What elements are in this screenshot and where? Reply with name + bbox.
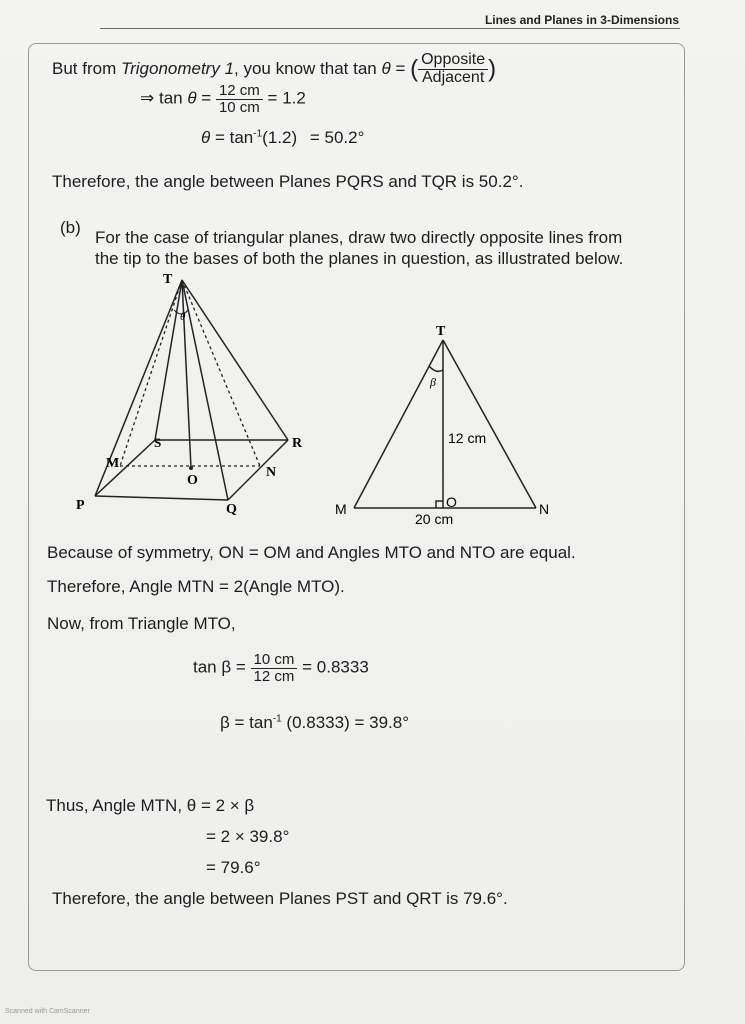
pyramid-diagram (70, 268, 330, 523)
angle-mtn-step: Thus, Angle MTN, θ = 2 × β (46, 796, 255, 815)
final-value-step: = 79.6° (206, 858, 261, 877)
beta-inverse-sup: -1 (272, 713, 282, 725)
label-beta: β (430, 375, 436, 389)
beta-arctan: β = tan (220, 713, 273, 732)
tan-beta-step (193, 652, 369, 685)
tan-theta-fraction (216, 83, 263, 116)
intro-text: But from (52, 58, 121, 78)
label-r: R (292, 436, 303, 451)
inverse-superscript: -1 (253, 128, 263, 140)
tan-beta-numerator: 10 cm (251, 652, 298, 669)
open-paren: ( (410, 55, 419, 83)
trig-intro-line (52, 52, 496, 87)
multiplication-step: = 2 × 39.8° (206, 827, 290, 846)
angle-relation: Therefore, Angle MTN = 2(Angle MTO). (47, 577, 345, 596)
header-rule (100, 28, 680, 29)
theta-symbol-3: θ (201, 128, 211, 147)
label-o: O (187, 473, 198, 488)
arctan-argument: (1.2) (262, 128, 298, 147)
slant-tn (182, 280, 260, 466)
opposite-label: Opposite (418, 52, 488, 70)
base-edge-pq (95, 496, 228, 500)
beta-arc (429, 366, 443, 371)
side-tm (354, 340, 443, 508)
tan-beta-fraction (251, 652, 298, 685)
tan-beta-result: = 0.8333 (302, 657, 369, 677)
theta-result: = 50.2° (309, 128, 365, 147)
symmetry-statement: Because of symmetry, ON = OM and Angles MTO and NTO are equal. (47, 543, 576, 562)
label-o: O (446, 494, 457, 510)
right-angle-mark (436, 501, 443, 508)
tan-beta-denominator: 12 cm (253, 667, 295, 685)
final-conclusion: Therefore, the angle between Planes PST and QRT is 79.6°. (52, 889, 508, 908)
beta-result: (0.8333) = 39.8° (281, 713, 410, 732)
side-tn (443, 340, 536, 508)
label-height: 12 cm (448, 430, 487, 446)
label-t: T (436, 324, 446, 339)
part-a-conclusion: Therefore, the angle between Planes PQRS and TQR is 50.2°. (52, 172, 524, 191)
triangle-diagram (330, 318, 570, 534)
slant-tm (120, 280, 182, 466)
scanner-watermark: Scanned with CamScanner (5, 1008, 90, 1015)
tan-theta-denominator: 10 cm (218, 98, 260, 116)
intro-rest: , you know that tan (234, 58, 377, 78)
label-p: P (76, 498, 85, 513)
edge-ts (155, 280, 182, 440)
theta-value-step (201, 128, 364, 148)
label-s: S (154, 435, 162, 450)
label-m: M (106, 456, 120, 471)
part-b-line-1: For the case of triangular planes, draw two directly opposite lines from (95, 228, 623, 247)
label-n: N (266, 465, 277, 480)
label-theta: θ (180, 311, 186, 323)
edge-tr (182, 280, 288, 440)
close-paren: ) (488, 55, 497, 83)
edge-tq (182, 280, 228, 500)
theta-symbol: θ (381, 58, 391, 78)
tan-theta-numerator: 12 cm (216, 83, 263, 100)
base-edge-qr (228, 440, 288, 500)
part-b-label: (b) (60, 218, 81, 237)
intro-italic: Trigonometry 1 (120, 58, 235, 78)
label-q: Q (226, 502, 237, 517)
label-base: 20 cm (415, 511, 454, 527)
equals-sign: = (395, 58, 406, 78)
implies-tan: ⇒ tan (140, 88, 183, 108)
opposite-adjacent-fraction (418, 52, 488, 87)
tan-beta-lhs: tan β = (193, 657, 246, 677)
part-b-line-2: the tip to the bases of both the planes in question, as illustrated below. (95, 249, 624, 268)
adjacent-label: Adjacent (422, 68, 485, 86)
label-t: T (163, 272, 173, 287)
label-m: M (335, 501, 347, 517)
point-o (189, 466, 193, 470)
tan-theta-result: = 1.2 (267, 88, 306, 108)
theta-symbol-2: θ (187, 88, 197, 108)
base-edge-ps (95, 440, 155, 496)
arctan-label: = tan (214, 128, 254, 147)
label-n: N (539, 501, 550, 517)
chapter-header: Lines and Planes in 3-Dimensions (484, 13, 679, 27)
tan-theta-step: ⇒ tan θ = $\frac{12 cm}{10 cm}$ = 1.2 (140, 82, 306, 116)
beta-value-step (220, 713, 409, 733)
triangle-intro: Now, from Triangle MTO, (47, 614, 236, 633)
